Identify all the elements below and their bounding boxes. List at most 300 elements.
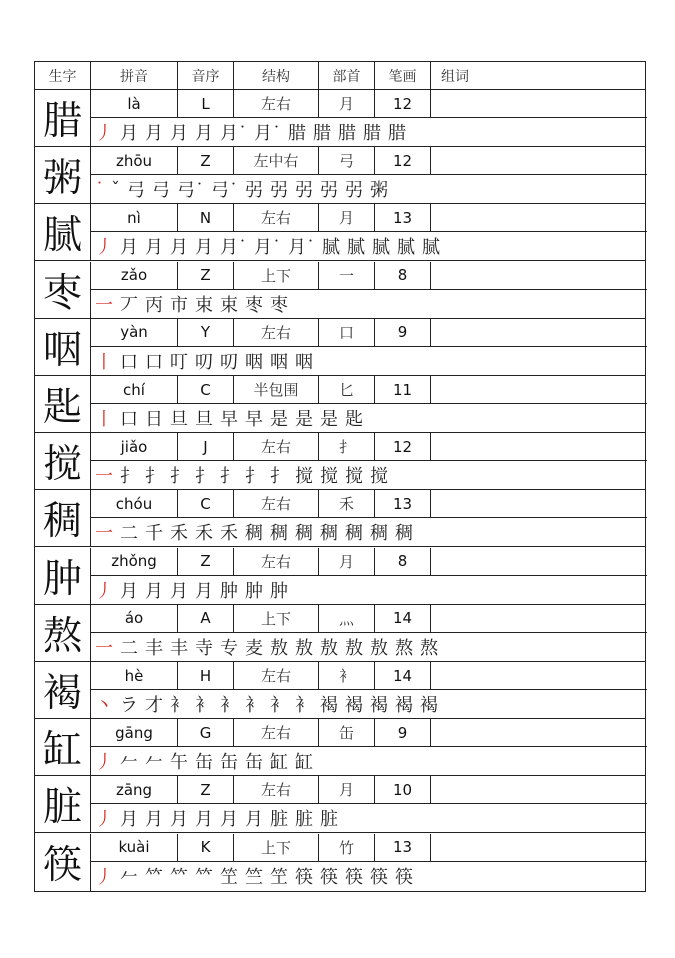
radical-cell: 匕 bbox=[319, 376, 375, 403]
stroke-step: 月 bbox=[170, 237, 188, 259]
stroke-step: 咽 bbox=[295, 351, 313, 373]
stroke-step: 咽 bbox=[245, 351, 263, 373]
stroke-step: 弜 bbox=[345, 180, 363, 202]
stroke-step: 腻 bbox=[372, 237, 390, 259]
words-cell bbox=[431, 262, 647, 289]
header-order: 音序 bbox=[178, 62, 234, 89]
stroke-step: 一 bbox=[95, 466, 113, 488]
order-cell: C bbox=[178, 376, 234, 403]
stroke-step: ˙ bbox=[95, 178, 104, 200]
stroke-step: 月 bbox=[170, 809, 188, 831]
stroke-step: 旦 bbox=[170, 409, 188, 430]
words-cell bbox=[431, 662, 647, 689]
radical-cell: 月 bbox=[319, 548, 375, 575]
stroke-step: 缸 bbox=[295, 752, 313, 774]
stroke-order bbox=[91, 175, 647, 203]
order-cell: C bbox=[178, 490, 234, 517]
pinyin-cell: áo bbox=[91, 605, 178, 632]
radical-cell: 缶 bbox=[319, 719, 375, 746]
stroke-step: 腊 bbox=[388, 123, 406, 144]
table-row bbox=[35, 776, 645, 833]
stroke-step: 稠 bbox=[345, 523, 363, 545]
stroke-step: 丰 bbox=[170, 637, 188, 659]
character-cell: 褐 bbox=[35, 662, 91, 718]
character-cell: 熬 bbox=[35, 605, 91, 661]
radical-cell: 竹 bbox=[319, 834, 375, 861]
info-row bbox=[91, 376, 647, 404]
structure-cell: 左右 bbox=[234, 319, 319, 346]
stroke-step: 束 bbox=[195, 294, 213, 316]
stroke-step: 弓 bbox=[127, 180, 145, 202]
character-cell: 枣 bbox=[35, 262, 91, 318]
stroke-step: 褐 bbox=[420, 695, 438, 716]
table-row bbox=[35, 147, 645, 204]
stroke-step: 丶 bbox=[95, 695, 113, 716]
strokes-cell: 9 bbox=[375, 719, 431, 746]
stroke-step: 禾 bbox=[220, 523, 238, 545]
stroke-step: 月 bbox=[245, 809, 263, 831]
structure-cell: 左右 bbox=[234, 662, 319, 689]
stroke-step: 日 bbox=[145, 409, 163, 430]
table-row bbox=[35, 262, 645, 319]
radical-cell: 月 bbox=[319, 204, 375, 231]
character-cell: 缸 bbox=[35, 719, 91, 775]
order-cell: A bbox=[178, 605, 234, 632]
stroke-step: 是 bbox=[320, 409, 338, 430]
structure-cell: 上下 bbox=[234, 262, 319, 289]
order-cell: Z bbox=[178, 147, 234, 174]
stroke-step: 弓˙ bbox=[177, 180, 204, 202]
order-cell: J bbox=[178, 433, 234, 460]
stroke-step: 筷 bbox=[295, 866, 313, 888]
stroke-step: 寺 bbox=[195, 637, 213, 659]
stroke-step: 月 bbox=[120, 809, 138, 831]
strokes-cell: 12 bbox=[375, 433, 431, 460]
radical-cell: 月 bbox=[319, 776, 375, 803]
stroke-step: 筷 bbox=[370, 866, 388, 888]
words-cell bbox=[431, 376, 647, 403]
stroke-step: 月 bbox=[195, 123, 213, 144]
structure-cell: 上下 bbox=[234, 834, 319, 861]
strokes-cell: 9 bbox=[375, 319, 431, 346]
stroke-order bbox=[91, 862, 647, 890]
stroke-step: 一 bbox=[95, 637, 113, 659]
stroke-step: 丿 bbox=[95, 580, 113, 602]
stroke-step: 𠂉 bbox=[120, 866, 138, 888]
stroke-step: 稠 bbox=[370, 523, 388, 545]
header-pinyin: 拼音 bbox=[91, 62, 178, 89]
table-row bbox=[35, 319, 645, 376]
character-cell: 脏 bbox=[35, 776, 91, 832]
info-row bbox=[91, 719, 647, 747]
order-cell: N bbox=[178, 204, 234, 231]
order-cell: Z bbox=[178, 548, 234, 575]
stroke-step: 熬 bbox=[420, 637, 438, 659]
stroke-step: 肿 bbox=[270, 580, 288, 602]
stroke-step: 月 bbox=[170, 580, 188, 602]
stroke-step: 月 bbox=[220, 809, 238, 831]
structure-cell: 左右 bbox=[234, 776, 319, 803]
radical-cell: 弓 bbox=[319, 147, 375, 174]
info-row bbox=[91, 662, 647, 690]
info-row bbox=[91, 204, 647, 232]
stroke-step: 筷 bbox=[395, 866, 413, 888]
stroke-step: 𥫗 bbox=[195, 866, 213, 888]
header-strokes: 笔画 bbox=[375, 62, 431, 89]
stroke-step: 腻 bbox=[397, 237, 415, 259]
pinyin-cell: yàn bbox=[91, 319, 178, 346]
stroke-step: 脏 bbox=[295, 809, 313, 831]
stroke-step: 丿 bbox=[95, 866, 113, 888]
stroke-step: 衤 bbox=[220, 695, 238, 716]
stroke-step: 弓 bbox=[152, 180, 170, 202]
stroke-step: 扌 bbox=[220, 466, 238, 488]
structure-cell: 左右 bbox=[234, 204, 319, 231]
stroke-step: 弜 bbox=[245, 180, 263, 202]
pinyin-cell: kuài bbox=[91, 834, 178, 861]
info-row bbox=[91, 433, 647, 461]
stroke-step: 专 bbox=[220, 637, 238, 659]
stroke-step: 丆 bbox=[120, 294, 138, 316]
info-row bbox=[91, 548, 647, 576]
stroke-step: 腻 bbox=[422, 237, 440, 259]
stroke-step: 月 bbox=[195, 580, 213, 602]
radical-cell: 一 bbox=[319, 262, 375, 289]
stroke-step: 𥫗 bbox=[170, 866, 188, 888]
stroke-step: 脏 bbox=[270, 809, 288, 831]
stroke-step: 稠 bbox=[245, 523, 263, 545]
stroke-step: 丨 bbox=[95, 351, 113, 373]
stroke-order bbox=[91, 804, 647, 832]
stroke-step: 扌 bbox=[170, 466, 188, 488]
stroke-step: 旦 bbox=[195, 409, 213, 430]
stroke-step: 一 bbox=[95, 523, 113, 545]
stroke-step: 搅 bbox=[370, 466, 388, 488]
stroke-step: 丨 bbox=[95, 409, 113, 430]
stroke-step: 月 bbox=[170, 123, 188, 144]
pinyin-cell: là bbox=[91, 90, 178, 117]
stroke-order bbox=[91, 461, 647, 489]
table-row bbox=[35, 490, 645, 547]
order-cell: Z bbox=[178, 262, 234, 289]
character-cell: 粥 bbox=[35, 147, 91, 203]
stroke-step: 禾 bbox=[195, 523, 213, 545]
stroke-step: 腊 bbox=[313, 123, 331, 144]
strokes-cell: 13 bbox=[375, 834, 431, 861]
stroke-step: 脏 bbox=[320, 809, 338, 831]
pinyin-cell: nì bbox=[91, 204, 178, 231]
header-words: 组词 bbox=[441, 68, 469, 85]
order-cell: Z bbox=[178, 776, 234, 803]
stroke-order bbox=[91, 347, 647, 375]
pinyin-cell: zǎo bbox=[91, 262, 178, 289]
pinyin-cell: zāng bbox=[91, 776, 178, 803]
strokes-cell: 13 bbox=[375, 204, 431, 231]
stroke-step: 枣 bbox=[245, 294, 263, 316]
order-cell: G bbox=[178, 719, 234, 746]
character-cell: 搅 bbox=[35, 433, 91, 489]
info-row bbox=[91, 834, 647, 862]
structure-cell: 半包围 bbox=[234, 376, 319, 403]
strokes-cell: 13 bbox=[375, 490, 431, 517]
stroke-step: 丿 bbox=[95, 237, 113, 259]
info-row bbox=[91, 319, 647, 347]
words-cell bbox=[431, 204, 647, 231]
stroke-step: 丰 bbox=[145, 637, 163, 659]
stroke-order bbox=[91, 690, 647, 718]
stroke-step: 筷 bbox=[320, 866, 338, 888]
stroke-step: 麦 bbox=[245, 637, 263, 659]
structure-cell: 左中右 bbox=[234, 147, 319, 174]
pinyin-cell: jiǎo bbox=[91, 433, 178, 460]
pinyin-cell: hè bbox=[91, 662, 178, 689]
stroke-step: 咽 bbox=[270, 351, 288, 373]
words-cell bbox=[431, 834, 647, 861]
stroke-step: 禾 bbox=[170, 523, 188, 545]
stroke-step: 月 bbox=[120, 123, 138, 144]
stroke-step: 敖 bbox=[295, 637, 313, 659]
stroke-step: 搅 bbox=[295, 466, 313, 488]
stroke-step: 丙 bbox=[145, 294, 163, 316]
words-cell bbox=[431, 147, 647, 174]
stroke-step: 稠 bbox=[395, 523, 413, 545]
character-practice-sheet bbox=[34, 61, 646, 892]
stroke-order bbox=[91, 747, 647, 775]
character-cell: 稠 bbox=[35, 490, 91, 546]
stroke-step: 丿 bbox=[95, 809, 113, 831]
stroke-step: 衤 bbox=[245, 695, 263, 716]
table-row bbox=[35, 605, 645, 662]
header-char: 生字 bbox=[35, 62, 91, 89]
stroke-step: 缶 bbox=[195, 752, 213, 774]
stroke-step: 肿 bbox=[220, 580, 238, 602]
stroke-step: 午 bbox=[170, 752, 188, 774]
stroke-step: 筷 bbox=[345, 866, 363, 888]
header-structure: 结构 bbox=[234, 62, 319, 89]
pinyin-cell: chí bbox=[91, 376, 178, 403]
stroke-step: 搅 bbox=[345, 466, 363, 488]
info-row bbox=[91, 147, 647, 175]
stroke-step: 口 bbox=[120, 351, 138, 373]
stroke-step: 月 bbox=[195, 237, 213, 259]
stroke-step: 敖 bbox=[320, 637, 338, 659]
stroke-step: 月˙ bbox=[288, 237, 315, 259]
stroke-step: ˇ bbox=[111, 178, 120, 200]
stroke-step: 才 bbox=[145, 695, 163, 716]
stroke-step: 月˙ bbox=[220, 123, 247, 144]
stroke-step: 早 bbox=[245, 409, 263, 430]
table-row bbox=[35, 719, 645, 776]
stroke-step: 月 bbox=[195, 809, 213, 831]
stroke-step: 月 bbox=[145, 123, 163, 144]
table-row bbox=[35, 376, 645, 433]
structure-cell: 左右 bbox=[234, 433, 319, 460]
stroke-step: 弜 bbox=[270, 180, 288, 202]
stroke-step: 腻 bbox=[347, 237, 365, 259]
stroke-step: 敖 bbox=[370, 637, 388, 659]
table-row bbox=[35, 662, 645, 719]
words-cell bbox=[431, 433, 647, 460]
pinyin-cell: chóu bbox=[91, 490, 178, 517]
radical-cell: 灬 bbox=[319, 605, 375, 632]
stroke-step: 叨 bbox=[195, 351, 213, 373]
stroke-order bbox=[91, 232, 647, 260]
structure-cell: 上下 bbox=[234, 605, 319, 632]
stroke-step: 口 bbox=[120, 409, 138, 430]
order-cell: H bbox=[178, 662, 234, 689]
stroke-step: 笁 bbox=[270, 866, 288, 888]
stroke-step: 衤 bbox=[295, 695, 313, 716]
character-cell: 咽 bbox=[35, 319, 91, 375]
stroke-step: 月 bbox=[120, 580, 138, 602]
pinyin-cell: gāng bbox=[91, 719, 178, 746]
pinyin-cell: zhǒng bbox=[91, 548, 178, 575]
stroke-step: 熬 bbox=[395, 637, 413, 659]
strokes-cell: 14 bbox=[375, 662, 431, 689]
strokes-cell: 11 bbox=[375, 376, 431, 403]
words-cell bbox=[431, 548, 647, 575]
stroke-step: 稠 bbox=[295, 523, 313, 545]
stroke-order bbox=[91, 518, 647, 546]
table-row bbox=[35, 204, 645, 261]
stroke-step: 搅 bbox=[320, 466, 338, 488]
stroke-step: 丿 bbox=[95, 752, 113, 774]
stroke-step: 稠 bbox=[320, 523, 338, 545]
structure-cell: 左右 bbox=[234, 490, 319, 517]
stroke-step: ラ bbox=[120, 695, 138, 716]
stroke-step: 月 bbox=[145, 580, 163, 602]
stroke-step: 粥 bbox=[370, 180, 388, 202]
stroke-step: 衤 bbox=[270, 695, 288, 716]
strokes-cell: 8 bbox=[375, 262, 431, 289]
strokes-cell: 8 bbox=[375, 548, 431, 575]
stroke-order bbox=[91, 633, 647, 661]
radical-cell: 口 bbox=[319, 319, 375, 346]
header-radical: 部首 bbox=[319, 62, 375, 89]
stroke-step: 弜 bbox=[320, 180, 338, 202]
words-cell bbox=[431, 319, 647, 346]
stroke-step: 匙 bbox=[345, 409, 363, 430]
info-row bbox=[91, 90, 647, 118]
stroke-step: 月˙ bbox=[254, 237, 281, 259]
radical-cell: 扌 bbox=[319, 433, 375, 460]
stroke-step: 缸 bbox=[270, 752, 288, 774]
table-row bbox=[35, 433, 645, 490]
stroke-step: 早 bbox=[220, 409, 238, 430]
structure-cell: 左右 bbox=[234, 719, 319, 746]
stroke-step: 二 bbox=[120, 637, 138, 659]
stroke-step: 束 bbox=[220, 294, 238, 316]
words-cell bbox=[431, 605, 647, 632]
stroke-step: 𠂉 bbox=[145, 752, 163, 774]
stroke-step: 是 bbox=[295, 409, 313, 430]
radical-cell: 禾 bbox=[319, 490, 375, 517]
stroke-step: 褐 bbox=[320, 695, 338, 716]
stroke-order bbox=[91, 404, 647, 432]
character-cell: 匙 bbox=[35, 376, 91, 432]
stroke-step: 丿 bbox=[95, 123, 113, 144]
stroke-step: 肿 bbox=[245, 580, 263, 602]
stroke-step: 腊 bbox=[338, 123, 356, 144]
stroke-step: 扌 bbox=[120, 466, 138, 488]
stroke-step: 月 bbox=[145, 809, 163, 831]
strokes-cell: 10 bbox=[375, 776, 431, 803]
radical-cell: 月 bbox=[319, 90, 375, 117]
stroke-step: 千 bbox=[145, 523, 163, 545]
stroke-step: 弓˙ bbox=[211, 180, 238, 202]
stroke-step: 扌 bbox=[245, 466, 263, 488]
stroke-step: 扌 bbox=[270, 466, 288, 488]
character-cell: 肿 bbox=[35, 548, 91, 604]
pinyin-cell: zhōu bbox=[91, 147, 178, 174]
order-cell: L bbox=[178, 90, 234, 117]
words-cell bbox=[431, 90, 647, 117]
character-cell: 筷 bbox=[35, 834, 91, 891]
stroke-step: 叮 bbox=[170, 351, 188, 373]
words-cell bbox=[431, 776, 647, 803]
table-row bbox=[35, 834, 645, 891]
table-row bbox=[35, 90, 645, 147]
stroke-order bbox=[91, 290, 647, 318]
stroke-step: 褐 bbox=[395, 695, 413, 716]
stroke-step: 月˙ bbox=[254, 123, 281, 144]
words-cell bbox=[431, 490, 647, 517]
info-row bbox=[91, 605, 647, 633]
strokes-cell: 12 bbox=[375, 90, 431, 117]
stroke-step: 一 bbox=[95, 294, 113, 316]
stroke-step: 褐 bbox=[370, 695, 388, 716]
stroke-order bbox=[91, 118, 647, 146]
table-header bbox=[35, 62, 645, 90]
stroke-step: 扌 bbox=[145, 466, 163, 488]
strokes-cell: 14 bbox=[375, 605, 431, 632]
structure-cell: 左右 bbox=[234, 548, 319, 575]
stroke-step: 扌 bbox=[195, 466, 213, 488]
stroke-step: 弜 bbox=[295, 180, 313, 202]
stroke-step: 缶 bbox=[220, 752, 238, 774]
table-row bbox=[35, 548, 645, 605]
stroke-step: 叨 bbox=[220, 351, 238, 373]
stroke-step: 𥫗 bbox=[145, 866, 163, 888]
stroke-step: 月 bbox=[145, 237, 163, 259]
stroke-step: 口 bbox=[145, 351, 163, 373]
stroke-step: 二 bbox=[120, 523, 138, 545]
info-row bbox=[91, 776, 647, 804]
strokes-cell: 12 bbox=[375, 147, 431, 174]
stroke-step: 稠 bbox=[270, 523, 288, 545]
radical-cell: 衤 bbox=[319, 662, 375, 689]
stroke-step: 腊 bbox=[288, 123, 306, 144]
info-row bbox=[91, 262, 647, 290]
info-row bbox=[91, 490, 647, 518]
stroke-step: 褐 bbox=[345, 695, 363, 716]
stroke-step: 是 bbox=[270, 409, 288, 430]
stroke-step: 𠂉 bbox=[120, 752, 138, 774]
stroke-step: 月˙ bbox=[220, 237, 247, 259]
stroke-step: 腊 bbox=[363, 123, 381, 144]
order-cell: K bbox=[178, 834, 234, 861]
stroke-step: 竺 bbox=[245, 866, 263, 888]
stroke-order bbox=[91, 576, 647, 604]
stroke-step: 缶 bbox=[245, 752, 263, 774]
character-cell: 腊 bbox=[35, 90, 91, 146]
stroke-step: 敖 bbox=[345, 637, 363, 659]
words-cell bbox=[431, 719, 647, 746]
stroke-step: 月 bbox=[120, 237, 138, 259]
stroke-step: 市 bbox=[170, 294, 188, 316]
character-cell: 腻 bbox=[35, 204, 91, 260]
stroke-step: 敖 bbox=[270, 637, 288, 659]
